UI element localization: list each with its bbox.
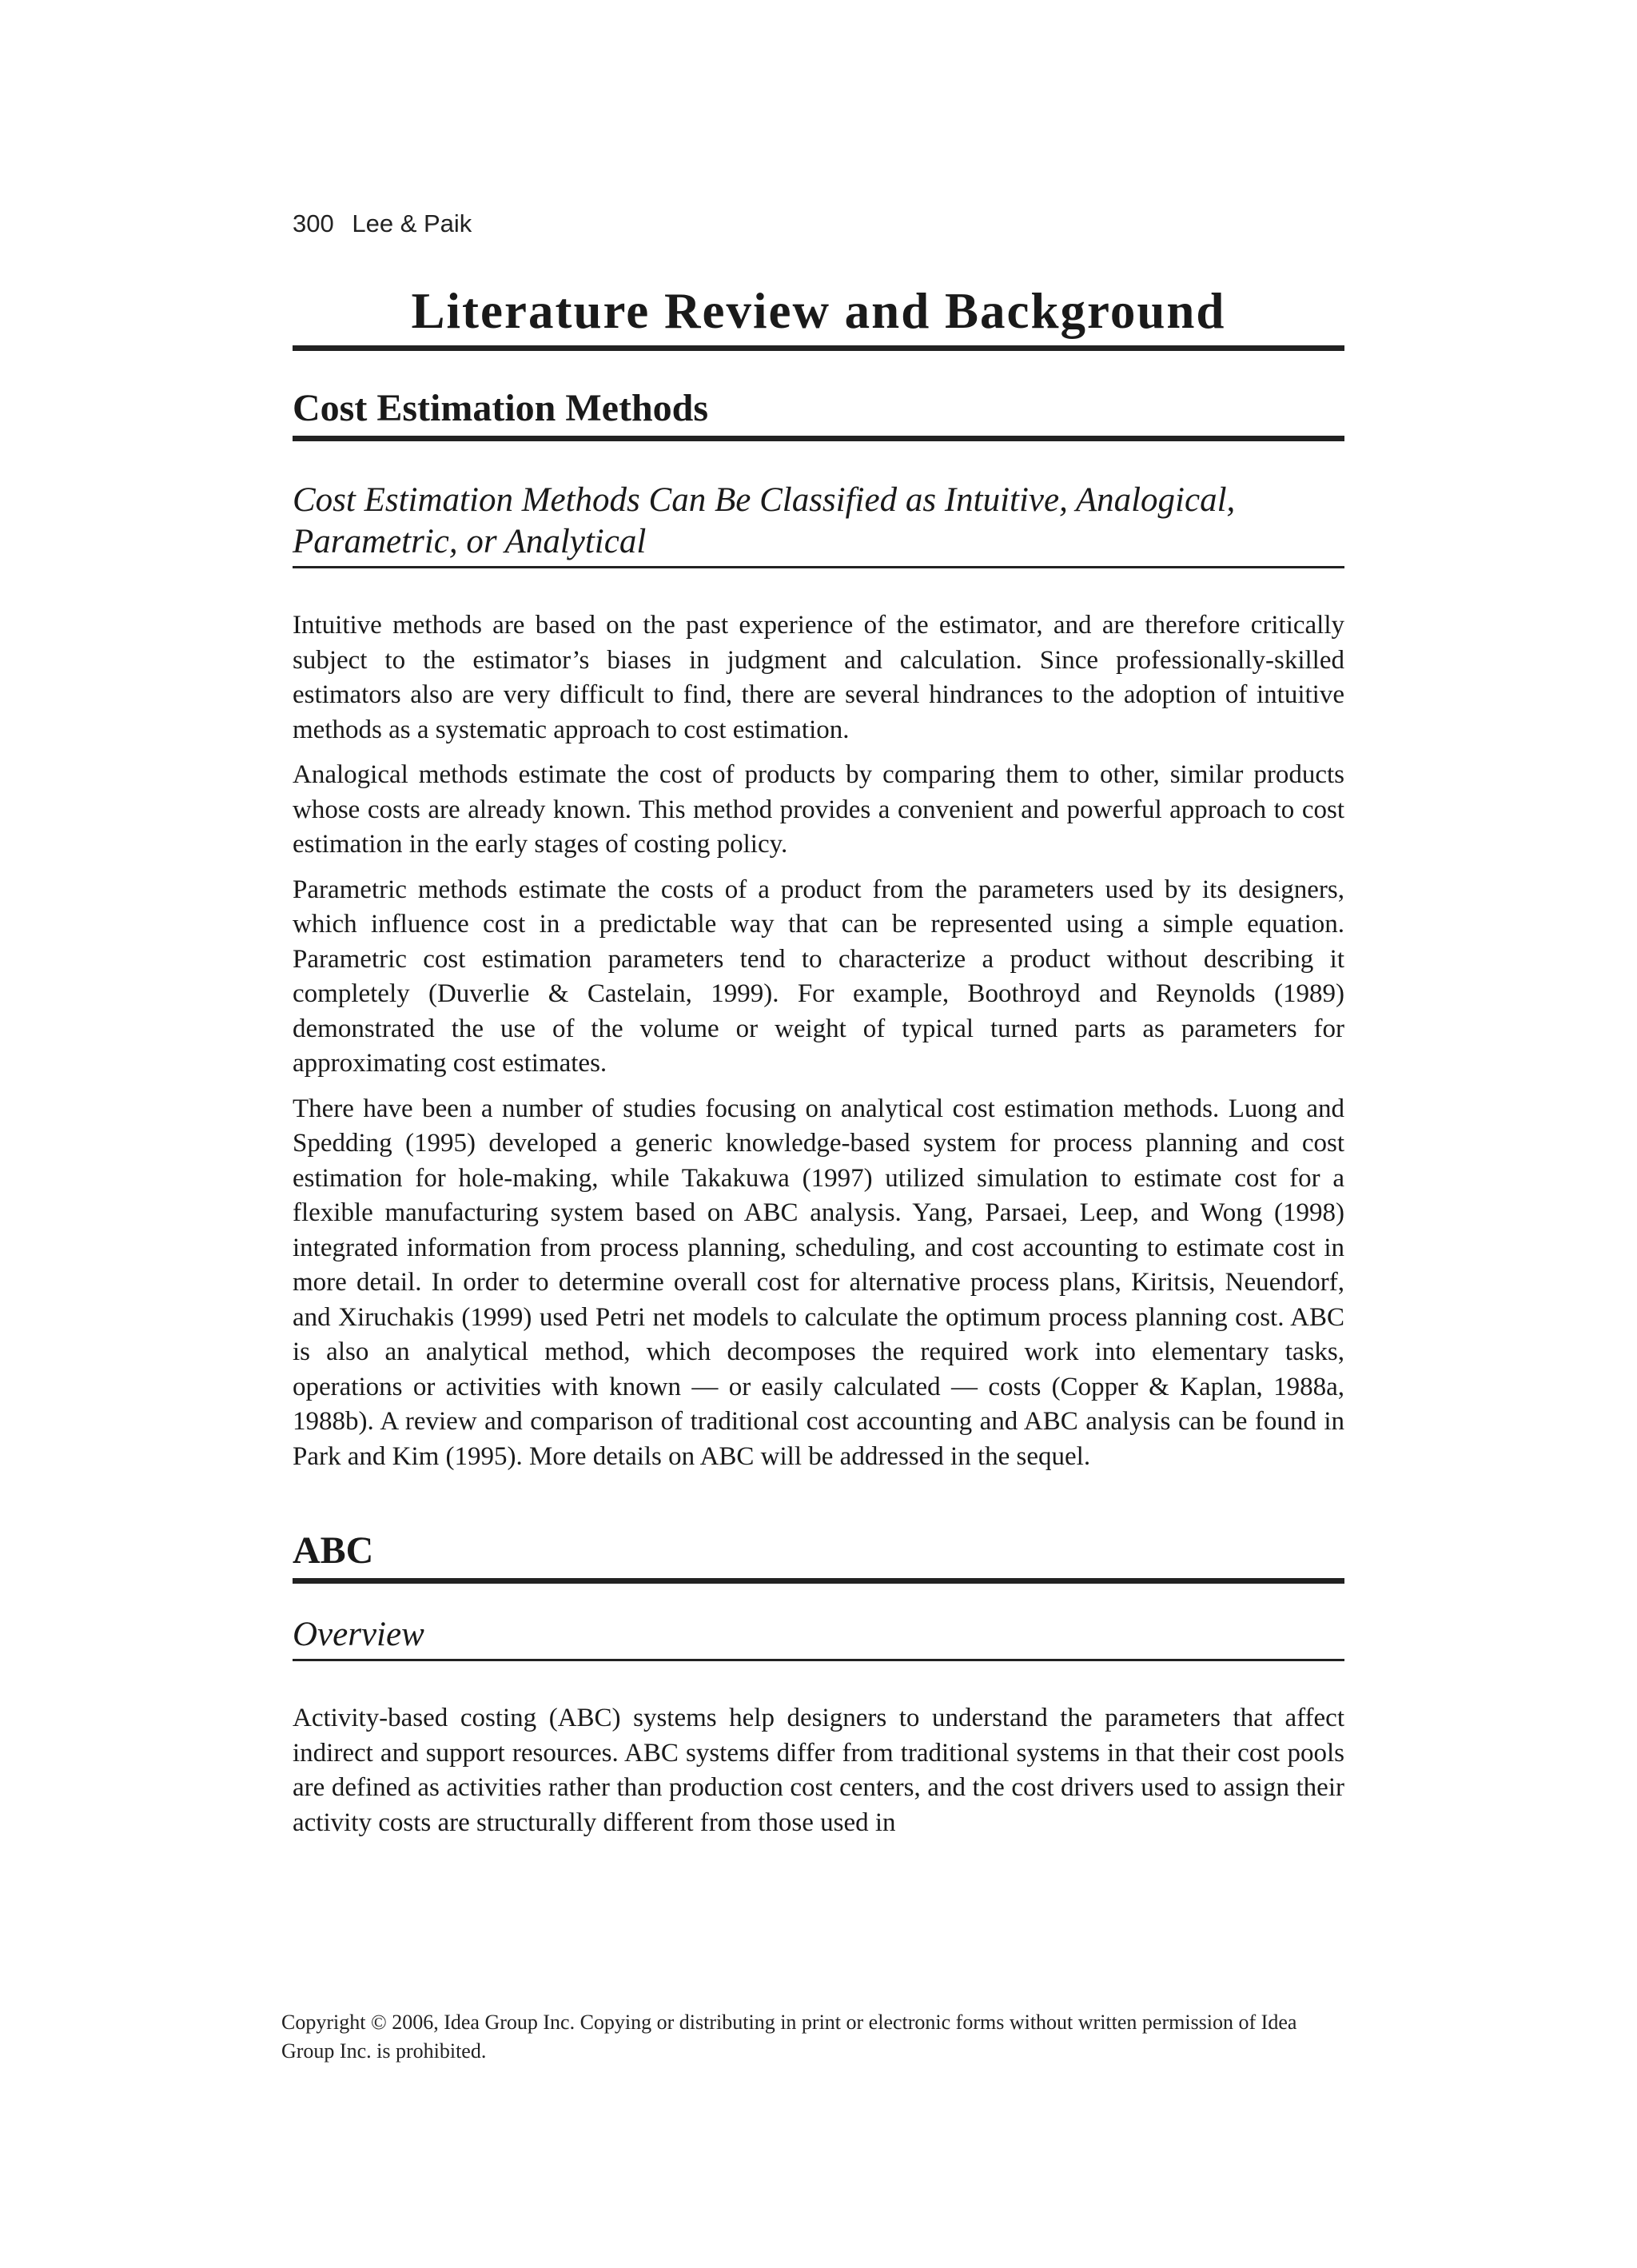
paragraph-parametric: Parametric methods estimate the costs of a product from the parameters used by its designers, which influence cost in a predictable way that can be represented using a simple equation. Parametric cost estimation parameters tend to characterize a product without describing it completely (Duverlie & Castelain, 1999). For example, Boothroyd and Reynolds (1989) demonstrated the use of the volume or weight of typical turned parts as parameters for approximating cost estimates. xyxy=(293,875,1344,1078)
page-content xyxy=(293,278,1344,1851)
paragraph-intuitive: Intuitive methods are based on the past experience of the estimator, and are therefore critically subject to the estimator’s biases in judgment and calculation. Since professionally-skilled estimators also are very difficult to find, there are several hindrances to the adoption of intuitive methods as a systematic approach to cost estimation. xyxy=(293,611,1344,744)
page-number: 300 xyxy=(293,209,334,237)
paragraph-analogical: Analogical methods estimate the cost of products by comparing them to other, similar products whose costs are already known. This method provides a convenient and powerful approach to cost estimation in the early stages of costing policy. xyxy=(293,760,1344,859)
running-title: Lee & Paik xyxy=(352,209,472,237)
subheading-classification: Cost Estimation Methods Can Be Classified as Intuitive, Analogical, Parametric, or Analytical xyxy=(293,480,1344,568)
running-header xyxy=(293,209,472,238)
section-title: Literature Review and Background xyxy=(293,278,1344,351)
subsection-title-cost-estimation: Cost Estimation Methods xyxy=(293,383,1344,441)
subheading-overview: Overview xyxy=(293,1614,1344,1661)
paragraph-abc-overview: Activity-based costing (ABC) systems help designers to understand the parameters that affect indirect and support resources. ABC systems differ from traditional systems in that their cost pools are defined as activities rather than production cost centers, and the cost drivers used to assign their activity costs are structurally different from those used in xyxy=(293,1704,1344,1837)
copyright-notice: Copyright © 2006, Idea Group Inc. Copying or distributing in print or electronic forms without written permission of Idea Group Inc. is prohibited. xyxy=(281,2011,1297,2063)
paragraph-analytical: There have been a number of studies focusing on analytical cost estimation methods. Luong and Spedding (1995) developed a generic knowledge-based system for process planning and cost estimation for hole-making, while Takakuwa (1997) utilized simulation to estimate cost for a flexible manufacturing system based on ABC analysis. Yang, Parsaei, Leep, and Wong (1998) integrated information from process planning, scheduling, and cost accounting to estimate cost in more detail. In order to determine overall cost for alternative process plans, Kiritsis, Neuendorf, and Xiruchakis (1999) used Petri net models to calculate the optimum process planning cost. ABC is also an analytical method, which decomposes the required work into elementary tasks, operations or activities with known — or easily calculated — costs (Copper & Kaplan, 1988a, 1988b). A review and comparison of traditional cost accounting and ABC analysis can be found in Park and Kim (1995). More details on ABC will be addressed in the sequel. xyxy=(293,1094,1344,1471)
subsection-title-abc: ABC xyxy=(293,1525,1344,1584)
